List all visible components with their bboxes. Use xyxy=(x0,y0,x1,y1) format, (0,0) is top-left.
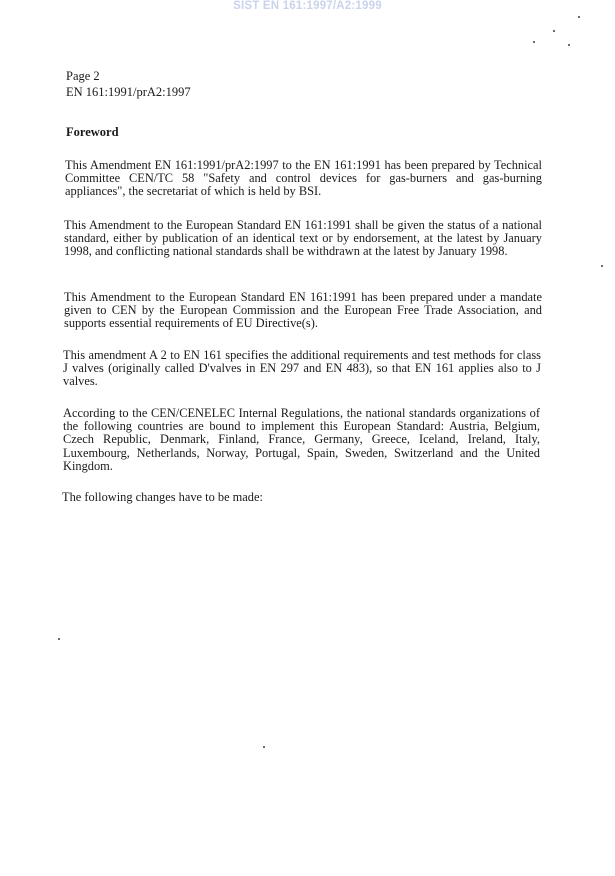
scan-speck xyxy=(568,44,570,46)
foreword-heading: Foreword xyxy=(66,125,119,139)
scan-speck xyxy=(263,746,265,748)
watermark: SIST EN 161:1997/A2:1999 xyxy=(233,0,382,12)
scan-speck xyxy=(533,41,535,43)
scan-speck xyxy=(601,265,603,267)
foreword-paragraph: The following changes have to be made: xyxy=(62,490,263,504)
scan-speck xyxy=(553,30,555,32)
foreword-paragraph: This amendment A 2 to EN 161 specifies the additional requirements and test methods for class J valves (originally called D'valves in EN 297 and EN 483), so that EN 161 applies also to J valves. xyxy=(63,348,541,389)
foreword-paragraph: This Amendment to the European Standard EN 161:1991 has been prepared under a mandate given to CEN by the European Commission and the European Free Trade Association, and supports essential requirements of EU Directive(s). xyxy=(64,290,542,331)
scan-speck xyxy=(58,638,60,640)
page-header xyxy=(66,68,191,100)
document-reference: EN 161:1991/prA2:1997 xyxy=(66,85,191,99)
scan-speck xyxy=(578,16,580,18)
foreword-paragraph: This Amendment EN 161:1991/prA2:1997 to the EN 161:1991 has been prepared by Technical Committee CEN/TC 58 "Safety and control devices for gas-burners and gas-burning appliances", the secretariat of which is held by BSI. xyxy=(65,158,542,199)
foreword-paragraph: According to the CEN/CENELEC Internal Regulations, the national standards organizations of the following countries are bound to implement this European Standard: Austria, Belgium, Czech Republic, Denmark, Finland, France, Germany, Greece, Iceland, Ireland, Italy, Luxembourg, Netherlands, Norway, Portugal, Spain, Sweden, Switzerland and the United Kingdom. xyxy=(63,406,540,473)
foreword-paragraph: This Amendment to the European Standard EN 161:1991 shall be given the status of a national standard, either by publication of an identical text or by endorsement, at the latest by January 1998, and conflicting national standards shall be withdrawn at the latest by January 1998. xyxy=(64,218,542,259)
page-number: Page 2 xyxy=(66,69,100,83)
